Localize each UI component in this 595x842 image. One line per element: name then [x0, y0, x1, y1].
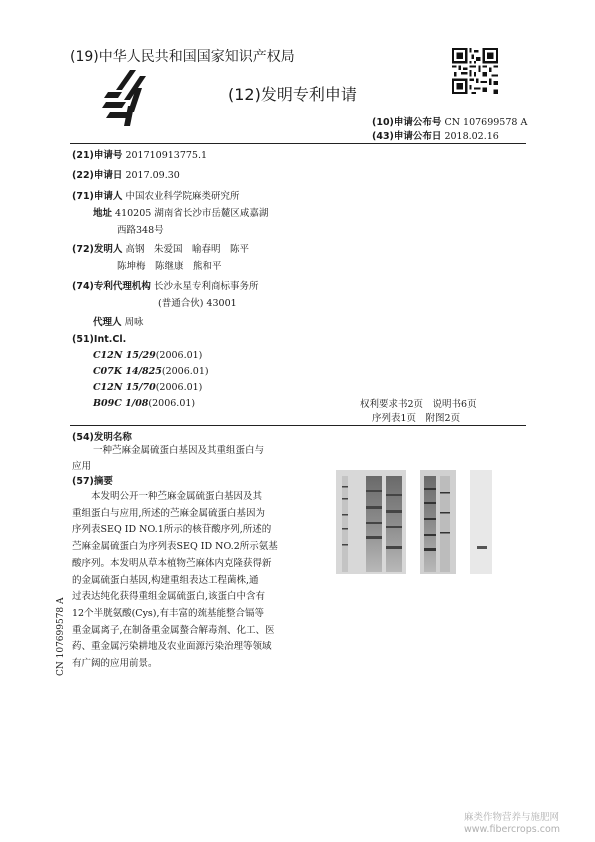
page-counts-line2: 序列表1页 附图2页 [372, 413, 461, 424]
applicant [72, 188, 239, 202]
watermark-line2: www.fibercrops.com [464, 824, 561, 835]
applicant-label: (71)申请人 [72, 191, 123, 202]
watermark-line1: 麻类作物营养与施肥网 [464, 812, 560, 823]
abstract-line: 过表达纯化获得重组金属硫蛋白,该蛋白中含有 [72, 591, 266, 603]
abstract-line: 重金属离子,在制备重金属螯合解毒剂、化工、医 [72, 624, 275, 636]
side-publication-code: CN 107699578 A [56, 597, 66, 676]
ipc-entry [93, 398, 195, 409]
agent [93, 314, 144, 328]
inventors-line2: 陈坤梅 陈继康 熊和平 [117, 261, 222, 272]
invention-title-line1: 一种苎麻金属硫蛋白基因及其重组蛋白与 [93, 445, 265, 456]
application-number-label: (21)申请号 [72, 150, 123, 161]
ipc-entry [93, 350, 202, 361]
publication-date-label: (43)申请公布日 [372, 131, 442, 142]
publication-date-value: 2018.02.16 [444, 131, 499, 142]
patent-agency-line1: 长沙永星专利商标事务所 [153, 281, 259, 292]
issuing-authority: (19)中华人民共和国国家知识产权局 [70, 49, 295, 65]
page-counts-line1: 权利要求书2页 说明书6页 [360, 399, 477, 410]
abstract-line: 序列表SEQ ID NO.1所示的核苷酸序列,所述的 [72, 524, 272, 536]
site-watermark [464, 812, 560, 836]
application-date-label: (22)申请日 [72, 170, 123, 181]
ipc-code: C12N 15/70 [93, 382, 156, 393]
abstract-line: 重组蛋白与应用,所述的苎麻金属硫蛋白基因为 [72, 507, 266, 519]
address-label: 地址 [93, 208, 113, 219]
abstract-text [72, 489, 312, 673]
publication-date [372, 128, 499, 142]
ipc-date: (2006.01) [161, 366, 209, 377]
ipc-code: C07K 14/825 [93, 366, 162, 377]
ipc-entry [93, 366, 209, 377]
ipc-date: (2006.01) [155, 350, 203, 361]
application-number-value: 201710913775.1 [125, 150, 208, 161]
patent-agency [72, 278, 258, 292]
header-divider [70, 143, 526, 144]
application-number [72, 147, 207, 161]
abstract-line: 酸序列。本发明从草本植物苎麻体内克隆获得新 [72, 557, 272, 569]
publication-number-label: (10)申请公布号 [372, 117, 442, 128]
title-label: (54)发明名称 [72, 432, 132, 443]
cnipa-logo-icon [100, 68, 152, 128]
ipc-entry [93, 382, 202, 393]
abstract-line: 苎麻金属硫蛋白为序列表SEQ ID NO.2所示氨基 [72, 541, 278, 553]
biblio-divider [70, 425, 526, 426]
abstract-line: 的金属硫蛋白基因,构建重组表达工程菌株,通 [72, 574, 259, 586]
application-date [72, 167, 180, 181]
patent-agency-label: (74)专利代理机构 [72, 281, 151, 292]
inventors [72, 241, 249, 255]
agent-label: 代理人 [93, 317, 122, 328]
gel-electrophoresis-image [336, 462, 508, 576]
agent-value: 周咏 [124, 317, 144, 328]
address-line2: 西路348号 [117, 225, 164, 236]
publication-number-value: CN 107699578 A [444, 117, 528, 128]
abstract-line: 12个半胱氨酸(Cys),有丰富的巯基能整合镉等 [72, 607, 265, 619]
ipc-code: C12N 15/29 [93, 350, 156, 361]
ipc-label: (51)Int.Cl. [72, 334, 127, 345]
document-type: (12)发明专利申请 [228, 85, 357, 104]
abstract-line: 本发明公开一种苎麻金属硫蛋白基因及其 [72, 491, 263, 502]
inventors-line1: 高钢 朱爱国 喻春明 陈平 [125, 244, 249, 255]
address [93, 205, 268, 219]
inventors-label: (72)发明人 [72, 244, 123, 255]
patent-agency-line2: (普通合伙) 43001 [158, 298, 237, 309]
ipc-date: (2006.01) [155, 382, 203, 393]
application-date-value: 2017.09.30 [125, 170, 180, 181]
invention-title-line2: 应用 [72, 461, 92, 472]
qr-code-icon [452, 48, 498, 94]
abstract-line: 有广阔的应用前景。 [72, 658, 158, 670]
ipc-code: B09C 1/08 [93, 398, 149, 409]
abstract-label: (57)摘要 [72, 476, 113, 487]
ipc-date: (2006.01) [148, 398, 196, 409]
abstract-line: 药、重金属污染耕地及农业面源污染治理等领域 [72, 641, 272, 653]
applicant-value: 中国农业科学院麻类研究所 [125, 191, 240, 202]
publication-number [372, 114, 527, 128]
address-line1: 410205 湖南省长沙市岳麓区咸嘉湖 [115, 208, 269, 219]
